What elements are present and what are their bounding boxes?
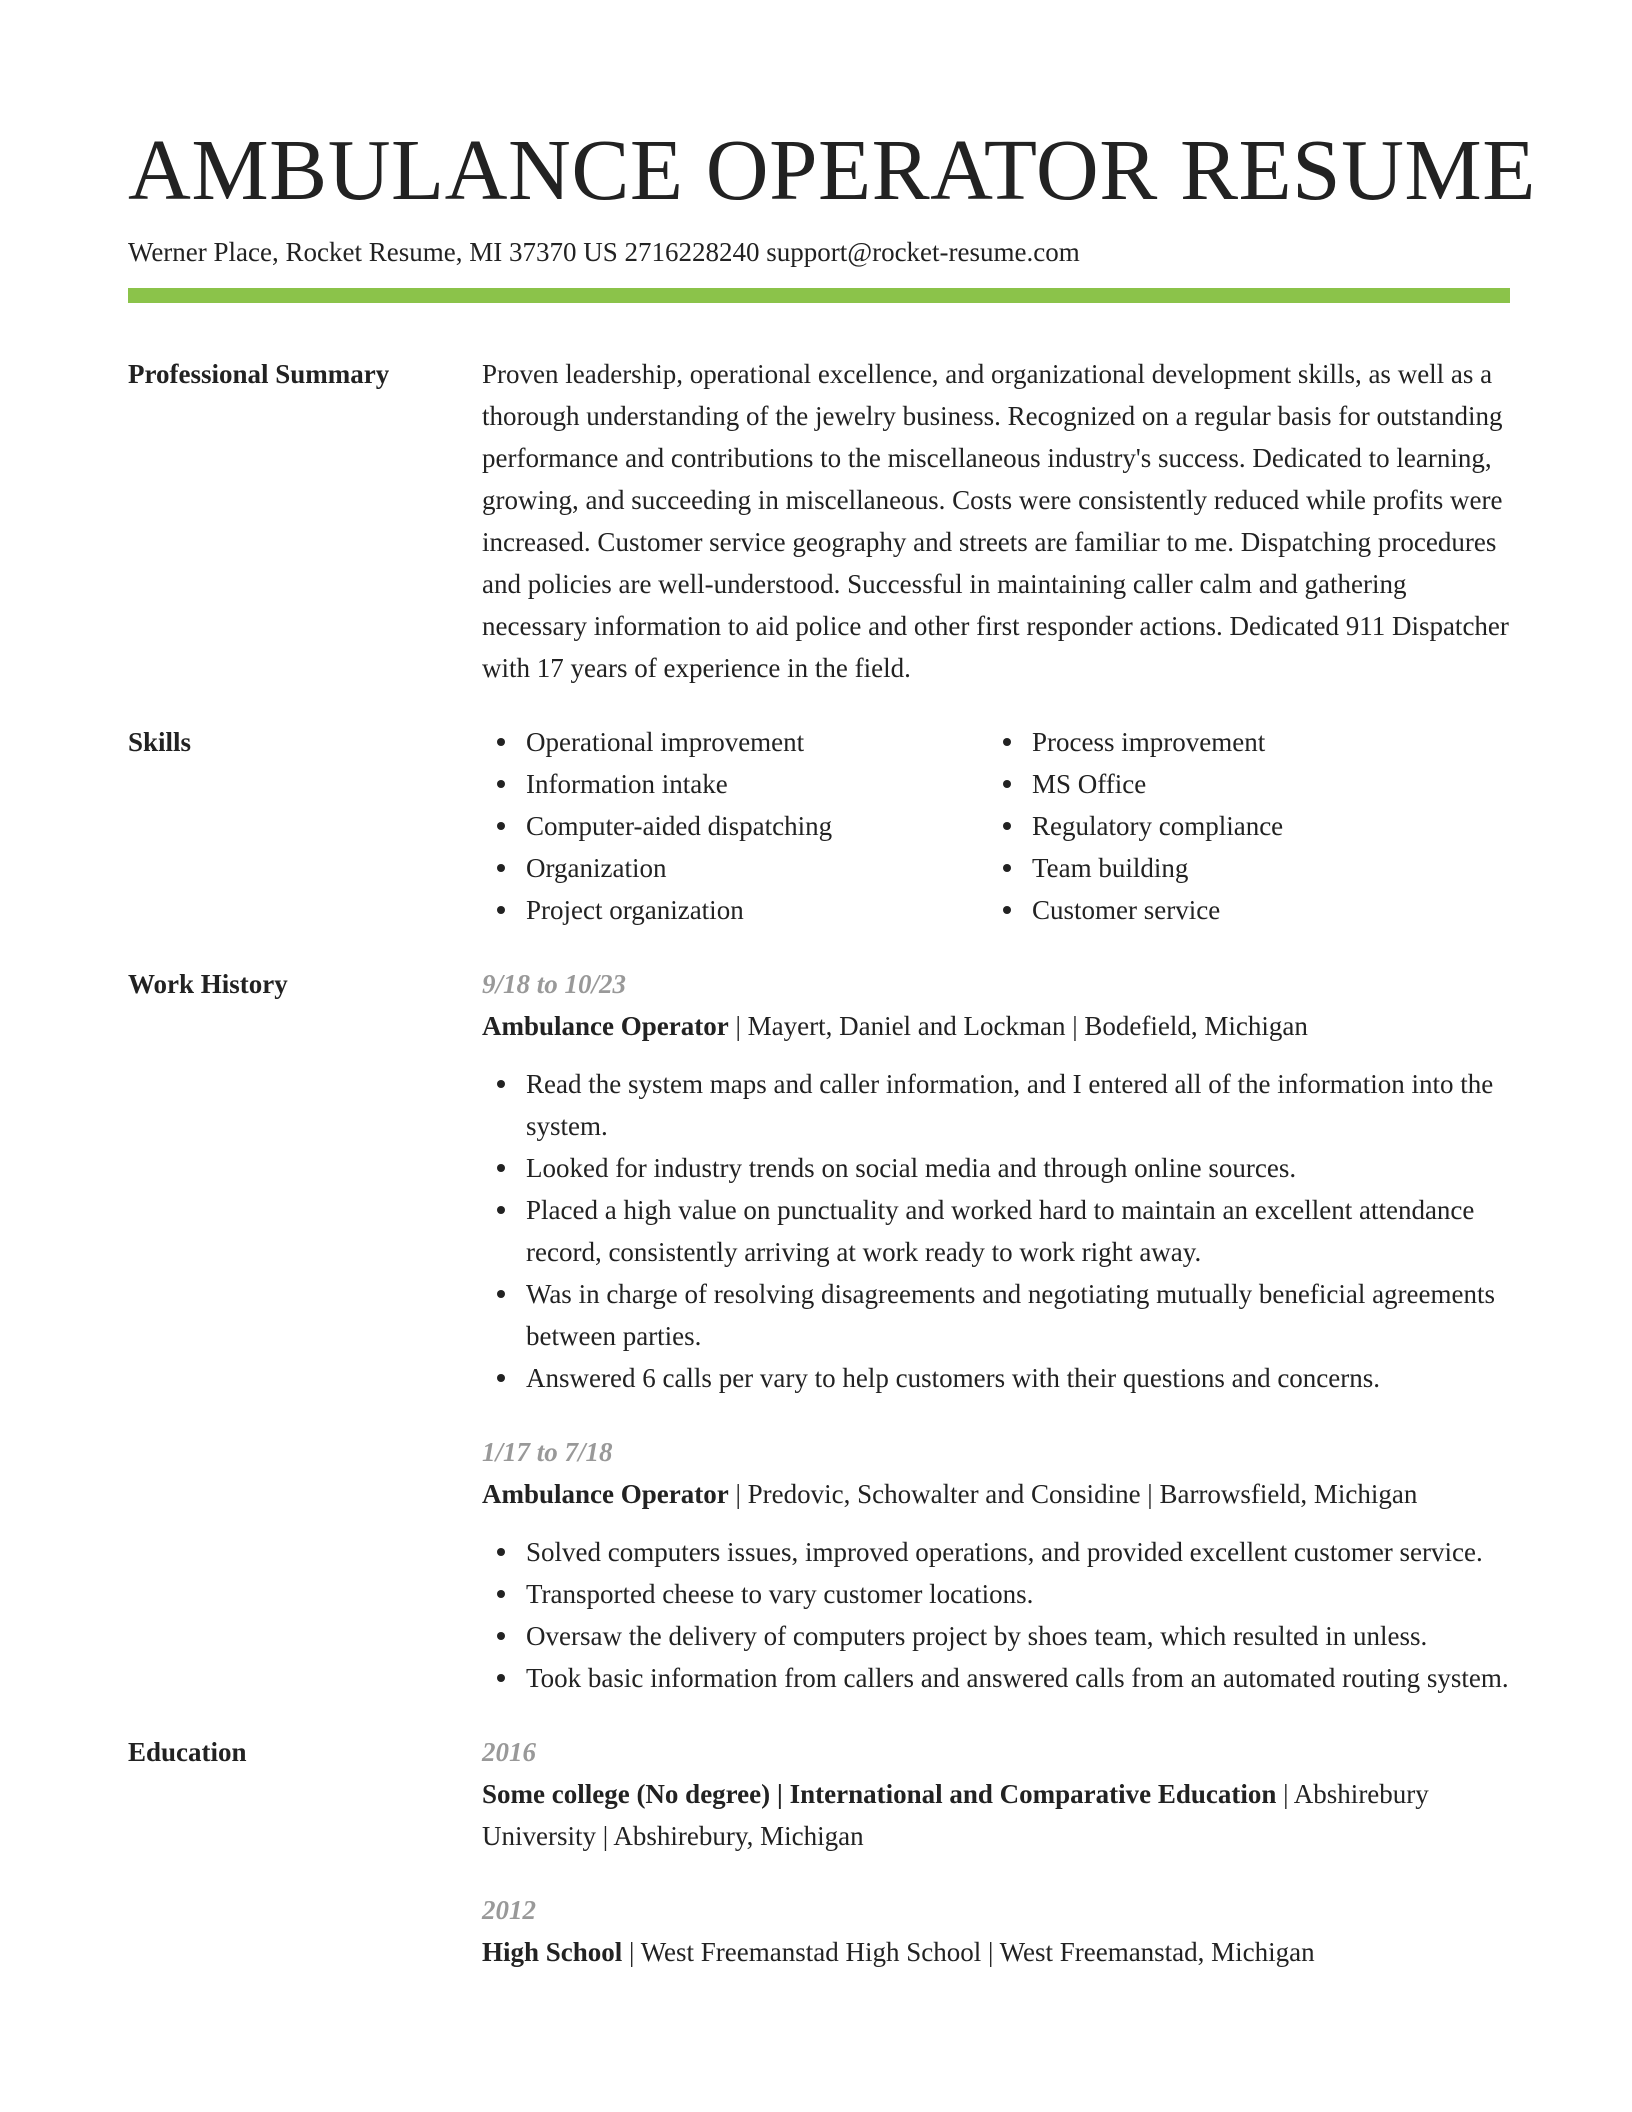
job-entry bbox=[482, 1431, 1510, 1699]
education-date: 2016 bbox=[482, 1737, 536, 1767]
duty-item: Took basic information from callers and answered calls from an automated routing system. bbox=[482, 1657, 1510, 1699]
header-divider bbox=[128, 288, 1510, 303]
job-date: 1/17 to 7/18 bbox=[482, 1437, 613, 1467]
education-heading bbox=[482, 1773, 1510, 1857]
duty-item: Answered 6 calls per vary to help customers with their questions and concerns. bbox=[482, 1357, 1510, 1399]
skills-section bbox=[128, 721, 1510, 931]
duty-item: Was in charge of resolving disagreements and negotiating mutually beneficial agreements between parties. bbox=[482, 1273, 1510, 1357]
skill-item: Regulatory compliance bbox=[988, 805, 1494, 847]
education-entry bbox=[482, 1731, 1510, 1857]
work-history-section bbox=[128, 963, 1510, 1699]
education-school-location: | West Freemanstad High School | West Freemanstad, Michigan bbox=[622, 1937, 1315, 1967]
duty-item: Looked for industry trends on social media and through online sources. bbox=[482, 1147, 1510, 1189]
education-date: 2012 bbox=[482, 1895, 536, 1925]
summary-text: Proven leadership, operational excellence, and organizational development skills, as well as a thorough understanding of the jewelry business. Recognized on a regular basis for outstanding performance and contributions to the miscellaneous industry's success. Dedicated to learning, growing, and succeeding in miscellaneous. Costs were consistently reduced while profits were increased. Customer service geography and streets are familiar to me. Dispatching procedures and policies are well-understood. Successful in maintaining caller calm and gathering necessary information to aid police and other first responder actions. Dedicated 911 Dispatcher with 17 years of experience in the field. bbox=[482, 359, 1509, 683]
duty-item: Placed a high value on punctuality and worked hard to maintain an excellent attendance record, consistently arriving at work ready to work right away. bbox=[482, 1189, 1510, 1273]
skill-item: Process improvement bbox=[988, 721, 1494, 763]
job-date: 9/18 to 10/23 bbox=[482, 969, 627, 999]
skill-item: MS Office bbox=[988, 763, 1494, 805]
duty-item: Oversaw the delivery of computers project by shoes team, which resulted in unless. bbox=[482, 1615, 1510, 1657]
skill-item: Organization bbox=[482, 847, 988, 889]
job-duties bbox=[482, 1063, 1510, 1399]
contact-line: Werner Place, Rocket Resume, MI 37370 US 2716228240 support@rocket-resume.com bbox=[128, 237, 1080, 267]
duty-item: Solved computers issues, improved operations, and provided excellent customer service. bbox=[482, 1531, 1510, 1573]
education-entry bbox=[482, 1889, 1510, 1973]
skill-item: Customer service bbox=[988, 889, 1494, 931]
skills-column-2 bbox=[988, 721, 1494, 931]
job-employer-location: | Mayert, Daniel and Lockman | Bodefield, Michigan bbox=[728, 1011, 1308, 1041]
education-degree: Some college (No degree) | International and Comparative Education bbox=[482, 1779, 1277, 1809]
job-title: Ambulance Operator bbox=[482, 1011, 729, 1041]
duty-item: Read the system maps and caller information, and I entered all of the information into the system. bbox=[482, 1063, 1510, 1147]
education-heading bbox=[482, 1931, 1510, 1973]
education-section bbox=[128, 1731, 1510, 1973]
job-employer-location: | Predovic, Schowalter and Considine | Barrowsfield, Michigan bbox=[728, 1479, 1418, 1509]
job-duties bbox=[482, 1531, 1510, 1699]
resume-title: AMBULANCE OPERATOR RESUME bbox=[128, 121, 1536, 218]
section-label-summary: Professional Summary bbox=[128, 359, 390, 389]
summary-section bbox=[128, 353, 1510, 689]
skill-item: Team building bbox=[988, 847, 1494, 889]
section-label-education: Education bbox=[128, 1737, 247, 1767]
job-entry bbox=[482, 963, 1510, 1399]
skills-list bbox=[482, 721, 1510, 931]
skill-item: Computer-aided dispatching bbox=[482, 805, 988, 847]
education-degree: High School bbox=[482, 1937, 623, 1967]
resume-page bbox=[128, 118, 1536, 1973]
job-heading bbox=[482, 1473, 1510, 1515]
education-school-location: | Abshirebury University | Abshirebury, Michigan bbox=[482, 1779, 1429, 1851]
section-label-work-history: Work History bbox=[128, 969, 288, 999]
skill-item: Information intake bbox=[482, 763, 988, 805]
skill-item: Project organization bbox=[482, 889, 988, 931]
job-title: Ambulance Operator bbox=[482, 1479, 729, 1509]
skills-column-1 bbox=[482, 721, 988, 931]
duty-item: Transported cheese to vary customer locations. bbox=[482, 1573, 1510, 1615]
section-label-skills: Skills bbox=[128, 727, 192, 757]
skill-item: Operational improvement bbox=[482, 721, 988, 763]
job-heading bbox=[482, 1005, 1510, 1047]
